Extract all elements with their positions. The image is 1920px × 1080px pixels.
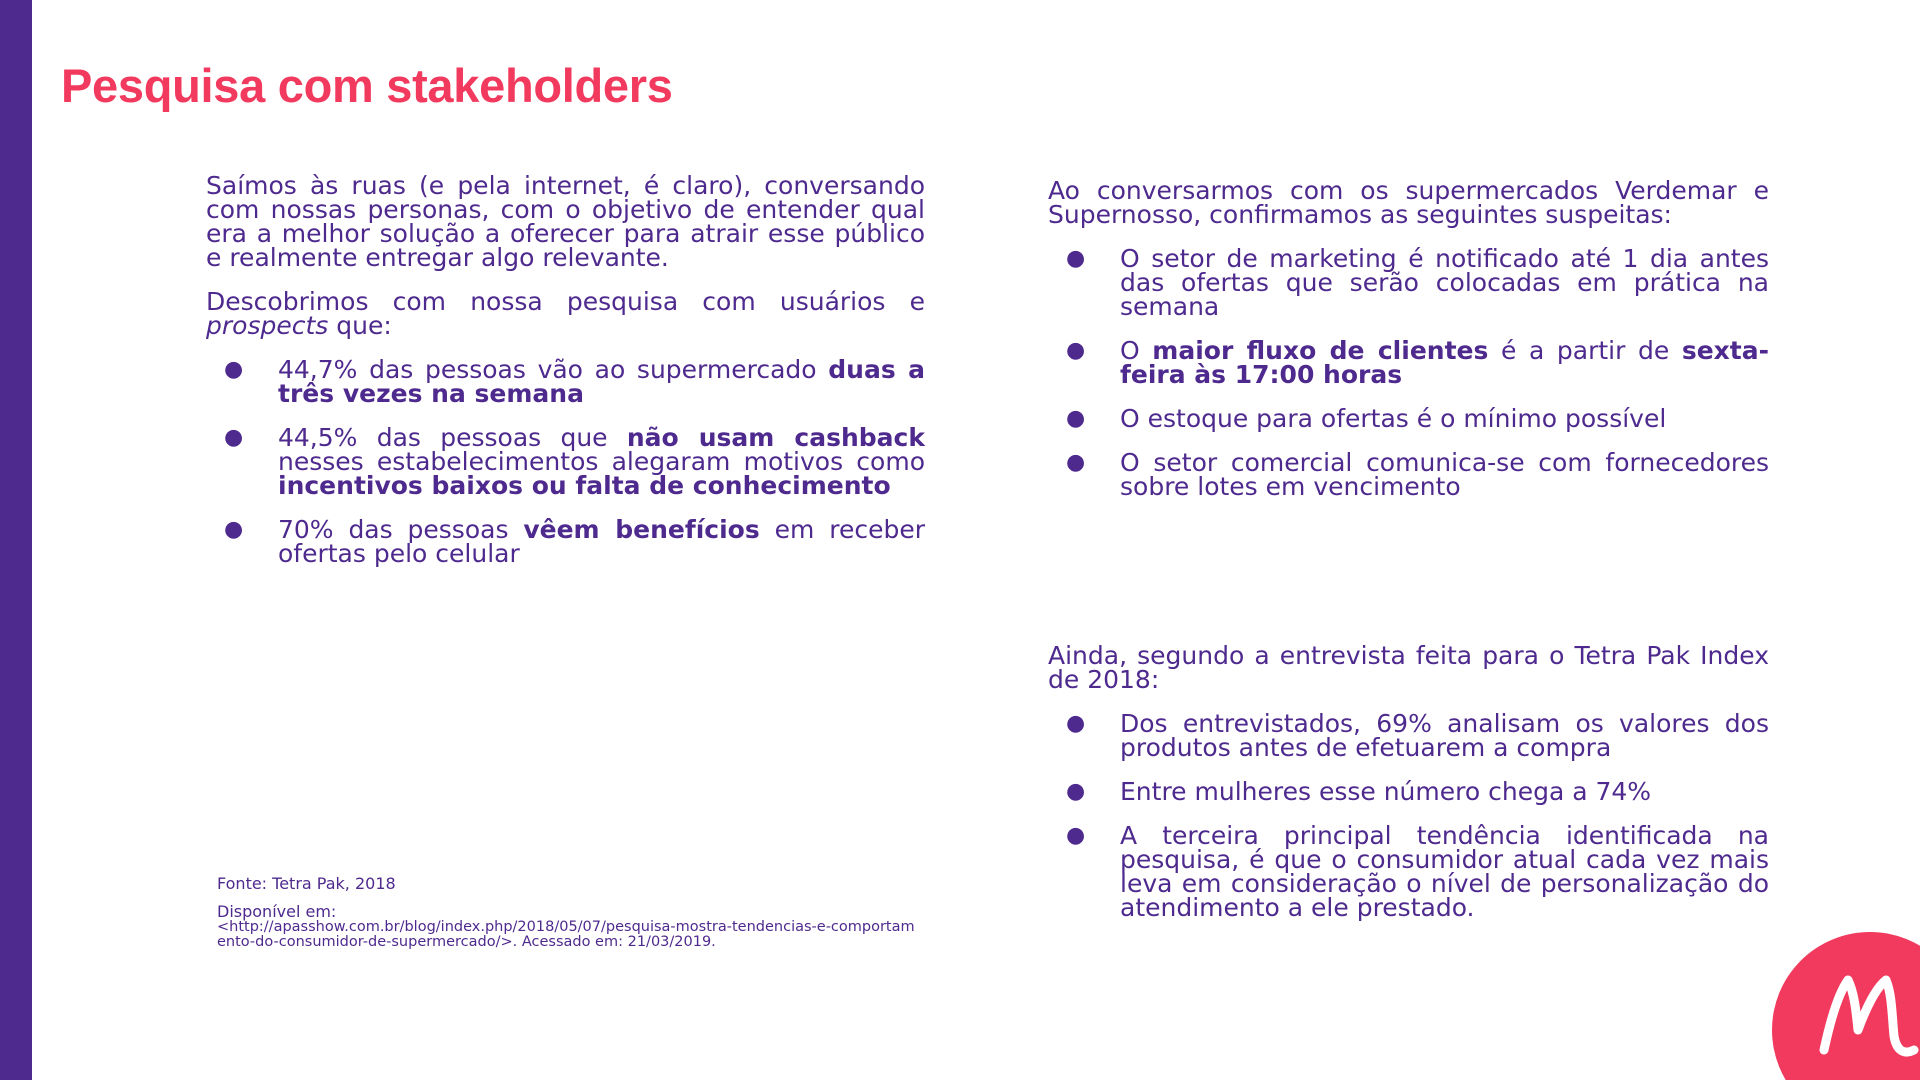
bullet-icon: ● — [1066, 406, 1086, 431]
list-item: ● O estoque para ofertas é o mínimo possível — [1066, 404, 1667, 433]
bullet-icon: ● — [224, 425, 244, 450]
m-letter-icon — [1772, 932, 1920, 1080]
bullet-icon: ● — [1066, 338, 1086, 363]
list-item: ● A terceira principal tendência identificada na pesquisa, é que o consumidor atual cada vez mais leva em consideração o nível de personalização do atendimento a ele prestado. — [1066, 821, 1769, 922]
right-bottom-column — [1048, 641, 1769, 940]
source-label: Fonte: Tetra Pak, 2018 — [217, 874, 396, 893]
left-column — [206, 171, 925, 586]
right-top-column — [1048, 176, 1769, 519]
list-item: ● O setor de marketing é notificado até 1 dia antes das ofertas que serão colocadas em prática na semana — [1066, 244, 1769, 321]
bullet-icon: ● — [1066, 823, 1086, 848]
bullet-icon: ● — [1066, 711, 1086, 736]
tetra-pak-findings-list — [1048, 709, 1769, 922]
left-findings-list — [206, 355, 925, 568]
bullet-icon: ● — [1066, 779, 1086, 804]
list-item: ● O maior fluxo de clientes é a partir de sexta-feira às 17:00 horas — [1066, 336, 1769, 389]
list-item: ● O setor comercial comunica-se com fornecedores sobre lotes em vencimento — [1066, 448, 1769, 501]
list-item: ● 44,5% das pessoas que não usam cashback nesses estabelecimentos alegaram motivos como incentivos baixos ou falta de conhecimento — [224, 423, 925, 500]
bullet-icon: ● — [1066, 450, 1086, 475]
list-item: ● 44,7% das pessoas vão ao supermercado duas a três vezes na semana — [224, 355, 925, 408]
source-url: <http://apasshow.com.br/blog/index.php/2018/05/07/pesquisa-mostra-tendencias-e-comportamento-do-consumidor-de-supermercado/>. Acessado em: 21/03/2019. — [217, 919, 915, 950]
sidebar-accent-bar — [0, 0, 32, 1080]
availability-label: Disponível em: — [217, 902, 337, 921]
bullet-icon: ● — [1066, 246, 1086, 271]
list-item: ● 70% das pessoas vêem benefícios em receber ofertas pelo celular — [224, 515, 925, 568]
left-intro-paragraph: Saímos às ruas (e pela internet, é claro), conversando com nossas personas, com o objetivo de entender qual era a melhor solução a oferecer para atrair esse público e realmente entregar algo relevante. — [206, 171, 925, 272]
right-bottom-intro-paragraph: Ainda, segundo a entrevista feita para o Tetra Pak Index de 2018: — [1048, 641, 1769, 694]
page-title: Pesquisa com stakeholders — [61, 59, 673, 112]
source-citation — [217, 876, 917, 950]
right-top-intro-paragraph: Ao conversarmos com os supermercados Verdemar e Supernosso, confirmamos as seguintes suspeitas: — [1048, 176, 1769, 229]
list-item: ● Dos entrevistados, 69% analisam os valores dos produtos antes de efetuarem a compra — [1066, 709, 1769, 762]
supermarket-findings-list — [1048, 244, 1769, 501]
bullet-icon: ● — [224, 357, 244, 382]
brand-m-logo-icon — [1772, 932, 1920, 1080]
left-discover-paragraph: Descobrimos com nossa pesquisa com usuários e prospects que: — [206, 287, 925, 340]
bullet-icon: ● — [224, 517, 244, 542]
list-item: ● Entre mulheres esse número chega a 74% — [1066, 777, 1652, 806]
